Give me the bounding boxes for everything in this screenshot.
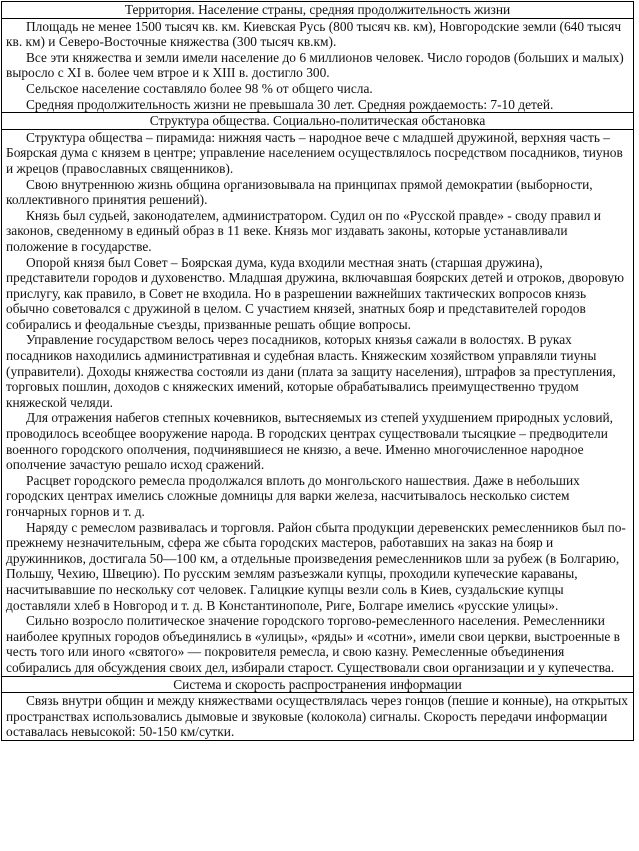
paragraph-communication: Связь внутри общин и между княжествами осуществлялась через гонцов (пешие и конные), на открытых пространствах использовались дымовые и звуковые (колокола) сигналы. Скорость передачи информации оставалась невысокой: 50-150 км/сутки. bbox=[6, 693, 628, 740]
section-body-territory bbox=[2, 18, 634, 113]
paragraph-crafts: Расцвет городского ремесла продолжался вплоть до монгольского нашествия. Даже в небольших городских центрах имелись сложные домницы для варки железа, насчитывалось несколько систем гончарных горнов и т. д. bbox=[6, 472, 580, 519]
section-header-row bbox=[2, 2, 634, 19]
paragraph-pyramid: Структура общества – пирамида: нижняя часть – народное вече с младшей дружиной, верхняя часть – Боярская дума с князем в центре; управление населением осуществлялось посредством посадников, тиунов и жрецов (православных священников). bbox=[6, 129, 623, 176]
paragraph-area: Площадь не менее 1500 тысяч кв. км. Киевская Русь (800 тысяч кв. км), Новгородские земли (640 тысяч кв. км) и Северо-Восточные княжества (300 тысяч кв.км). bbox=[6, 18, 622, 50]
section-body-row bbox=[2, 18, 634, 113]
section-header-row bbox=[2, 113, 634, 130]
paragraph-governance: Управление государством велось через посадников, которых князья сажали в волостях. В руках посадников находились административная и судебная власть. Княжеским хозяйством управляли тиуны (управители). Доходы княжества состояли из дани (плата за защиту населения), штрафов за преступления, торговых пошлин, доходов с княжеских имений, которые обрабатывались преимущественно трудом княжеской челяди. bbox=[6, 332, 616, 410]
section-body-row bbox=[2, 693, 634, 741]
history-table bbox=[1, 1, 634, 741]
paragraph-artisans: Сильно возросло политическое значение городского торгово-ремесленного населения. Ремесленники наиболее крупных городов объединялись в «улицы», «ряды» и «сотни», имели свои церкви, выстроенные в честь того или иного «святого» — покровителя ремесла, и свою казну. Ремесленные объединения собирались для обсуждения своих дел, избирали старост. Существовали свои организации и у купечества. bbox=[6, 613, 620, 675]
paragraph-population: Все эти княжества и земли имели население до 6 миллионов человек. Число городов (больших и малых) выросло с XI в. более чем втрое и к XIII в. достигло 300. bbox=[6, 49, 624, 81]
section-header-row bbox=[2, 676, 634, 693]
paragraph-council: Опорой князя был Совет – Боярская дума, куда входили местная знать (старшая дружина), представители городов и духовенство. Младшая дружина, включавшая боярских детей и отроков, дворовую прислугу, как правило, в Совет не входила. Но в разрешении важнейших тактических вопросов князь обычно советовался с дружиной в целом. С участием князей, знатных бояр и представителей городов собирались и феодальные съезды, призванные решать общие вопросы. bbox=[6, 254, 624, 332]
paragraph-community: Свою внутреннюю жизнь община организовывала на принципах прямой демократии (выборности, коллективного принятия решений). bbox=[6, 176, 593, 208]
paragraph-prince: Князь был судьей, законодателем, администратором. Судил он по «Русской правде» - своду правил и законов, сведенному в единый образ в 11 веке. Князь мог издавать законы, которые устанавливали положение в государстве. bbox=[6, 207, 601, 254]
paragraph-rural: Сельское население составляло более 98 % от общего числа. bbox=[26, 80, 373, 96]
section-header-information: Система и скорость распространения информации bbox=[2, 676, 634, 693]
section-header-territory: Территория. Население страны, средняя продолжительность жизни bbox=[2, 2, 634, 19]
paragraph-militia: Для отражения набегов степных кочевников, вытесняемых из степей ухудшением природных условий, проводилось всеобщее вооружение народа. В городских центрах существовали тысяцкие – предводители военного городского ополчения, подчинявшиеся не князю, а вече. Именно многочисленное народное ополчение зачастую решало исход сражений. bbox=[6, 410, 614, 473]
section-header-society: Структура общества. Социально-политическая обстановка bbox=[2, 113, 634, 130]
paragraph-trade: Наряду с ремеслом развивалась и торговля. Район сбыта продукции деревенских ремесленников был по-прежнему незначительным, сфера же сбыта городских мастеров, работавших на заказ на бояр и дружинников, достигала 50—100 км, а отдельные произведения ремесленников шли за рубеж (в Болгарию, Польшу, Чехию, Швецию). По русским землям разъезжали купцы, проходили купеческие караваны, насчитывавшие по нескольку сот человек. Галицкие купцы везли соль в Киев, суздальские купцы доставляли хлеб в Новгород и т. д. В Константинополе, Риге, Болгаре имелись «русские улицы». bbox=[6, 519, 626, 613]
section-body-information bbox=[2, 693, 634, 741]
section-body-row bbox=[2, 129, 634, 676]
paragraph-lifespan: Средняя продолжительность жизни не превышала 30 лет. Средняя рождаемость: 7-10 детей. bbox=[26, 96, 554, 112]
section-body-society bbox=[2, 129, 634, 676]
